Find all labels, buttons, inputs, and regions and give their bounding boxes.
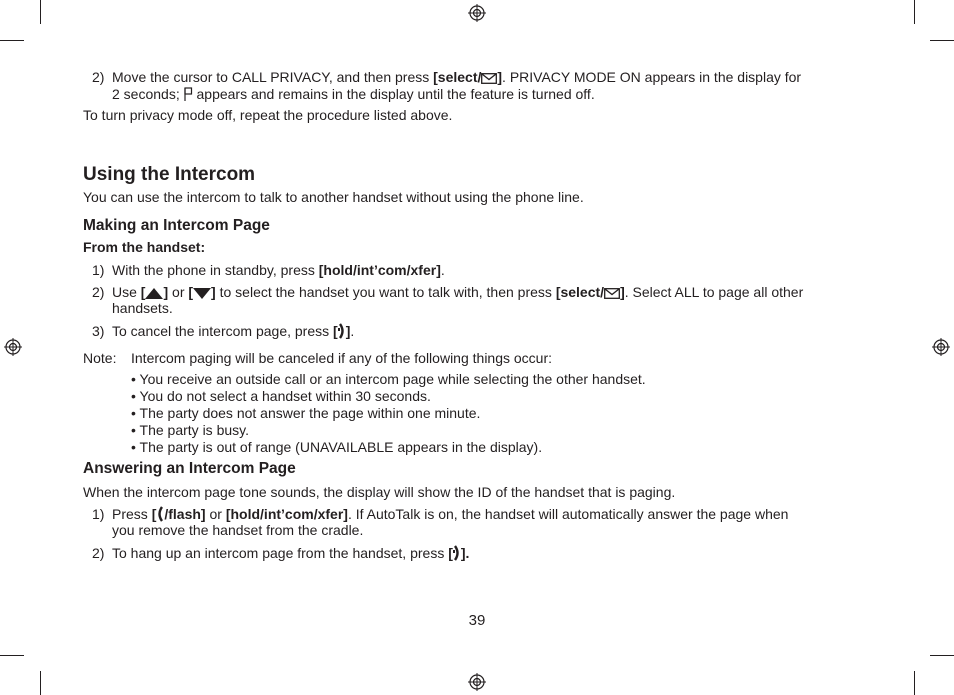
envelope-icon	[604, 288, 620, 299]
paragraph: You can use the intercom to talk to another handset without using the phone line.	[83, 189, 584, 205]
step-number: 1)	[92, 262, 105, 278]
step-text: Move the cursor to CALL PRIVACY, and then press [select/ ]. PRIVACY MODE ON appears in the display for	[112, 69, 802, 85]
note-bullet: • The party is busy.	[131, 422, 249, 438]
crop-mark	[914, 671, 915, 695]
note-bullet: • The party is out of range (UNAVAILABLE appears in the display).	[131, 439, 543, 455]
privacy-flag-icon	[184, 87, 193, 101]
page-number: 39	[468, 612, 486, 629]
note-bullet: • The party does not answer the page within one minute.	[131, 405, 481, 421]
step-text: To cancel the intercom page, press [ ].	[112, 323, 355, 339]
crop-mark	[0, 40, 24, 41]
registration-mark-icon	[468, 673, 486, 691]
up-arrow-icon	[145, 288, 163, 299]
step-text: With the phone in standby, press [hold/int’com/xfer].	[112, 262, 445, 278]
step-text: Use [ ] or [ ] to select the handset you want to talk with, then press [select/ ]. Select ALL to page all other	[112, 284, 804, 300]
crop-mark	[40, 671, 41, 695]
end-call-icon	[338, 323, 346, 339]
step-text: Press [ /flash] or [hold/int’com/xfer]. If AutoTalk is on, the handset will automatically answer the page when	[112, 506, 789, 522]
note-text: Intercom paging will be canceled if any of the following things occur:	[131, 350, 553, 366]
registration-mark-icon	[4, 338, 22, 356]
crop-mark	[914, 0, 915, 24]
step-number: 1)	[92, 506, 105, 522]
registration-mark-icon	[468, 4, 486, 22]
step-number: 2)	[92, 69, 105, 85]
note-bullet: • You do not select a handset within 30 seconds.	[131, 388, 431, 404]
step-number: 3)	[92, 323, 105, 339]
crop-mark	[930, 655, 954, 656]
subsection-title: Answering an Intercom Page	[83, 460, 296, 477]
step-number: 2)	[92, 284, 105, 300]
section-title: Using the Intercom	[83, 164, 256, 185]
crop-mark	[930, 40, 954, 41]
subsection-title: Making an Intercom Page	[83, 217, 270, 234]
registration-mark-icon	[932, 338, 950, 356]
step-number: 2)	[92, 545, 105, 561]
step-text: you remove the handset from the cradle.	[112, 522, 364, 538]
paragraph: When the intercom page tone sounds, the display will show the ID of the handset that is paging.	[83, 484, 676, 500]
down-arrow-icon	[193, 288, 211, 299]
note-label: Note:	[83, 350, 117, 366]
note-bullet: • You receive an outside call or an intercom page while selecting the other handset.	[131, 371, 646, 387]
envelope-icon	[481, 73, 497, 84]
crop-mark	[40, 0, 41, 24]
paragraph: To turn privacy mode off, repeat the procedure listed above.	[83, 107, 453, 123]
step-text: To hang up an intercom page from the handset, press [ ].	[112, 545, 470, 561]
crop-mark	[0, 655, 24, 656]
subheading: From the handset:	[83, 239, 206, 255]
end-call-icon	[453, 545, 461, 561]
step-text: handsets.	[112, 300, 173, 316]
step-text: 2 seconds; appears and remains in the display until the feature is turned off.	[112, 86, 595, 102]
